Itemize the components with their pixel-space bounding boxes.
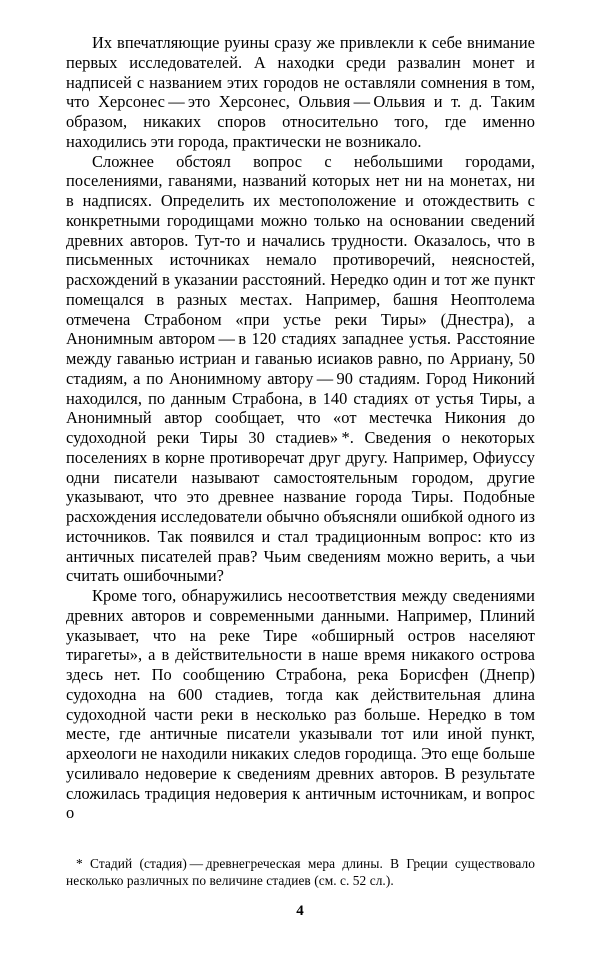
body-text-column: [66, 33, 535, 823]
body-paragraph-1: Их впечатляющие руины сразу же привлекли к себе внимание первых исследователей. А находки среди развалин монет и надписей с названием этих городов не оставляли сомнения в том, что Херсонес — это Херсонес, Ольвия — Ольвия и т. д. Таким образом, никаких споров относительно того, где именно находились эти города, практически не возникало.: [66, 33, 535, 151]
body-paragraph-2: Сложнее обстоял вопрос с небольшими городами, поселениями, гаванями, названий которых нет ни на монетах, ни в надписях. Определить их местоположение и отождествить с конкретными городищами можно только на основании сведений древних авторов. Тут-то и начались трудности. Оказалось, что в письменных источниках немало противоречий, неясностей, расхождений в указании расстояний. Нередко один и тот же пункт помещался в разных местах. Например, башня Неоптолема отмечена Страбоном «при устье реки Тиры» (Днестра), а Анонимным автором — в 120 стадиях западнее устья. Расстояние между гаванью истриан и гаванью исиаков равно, по Арриану, 50 стадиям, а по Анонимному автору — 90 стадиям. Город Никоний находился, по данным Страбона, в 140 стадиях от устья Тиры, а Анонимный автор сообщает, что «от местечка Никония до судоходной реки Тиры 30 стадиев» *. Сведения о некоторых поселениях в корне противоречат друг другу. Например, Офиуссу одни писатели называют самостоятельным городом, другие указывают, что это древнее название города Тиры. Подобные расхождения исследователи обычно объясняли ошибкой одного из источников. Так появился и стал традиционным вопрос: кто из античных писателей прав? Чьим сведениям можно верить, а чьи считать ошибочными?: [66, 151, 535, 586]
body-paragraph-3: Кроме того, обнаружились несоответствия между сведениями древних авторов и современными данными. Например, Плиний указывает, что на реке Тире «обширный остров населяют тирагеты», а в действительности в наше время никакого острова здесь нет. По сообщению Страбона, река Борисфен (Днепр) судоходна на 600 стадиев, тогда как действительная длина судоходной части реки в несколько раз больше. Нередко в том месте, где античные писатели указывали тот или иной пункт, археологи не находили никаких следов городища. Это еще больше усиливало недоверие к сведениям древних авторов. В результате сложилась традиция недоверия к античным источникам, и вопрос о: [66, 586, 535, 823]
footnote-text: * Стадий (стадия) — древнегреческая мера длины. В Греции существовало несколько различных по величине стадиев (см. с. 52 сл.).: [66, 856, 535, 888]
footnote-block: [66, 856, 535, 889]
page-number: 4: [296, 903, 304, 919]
